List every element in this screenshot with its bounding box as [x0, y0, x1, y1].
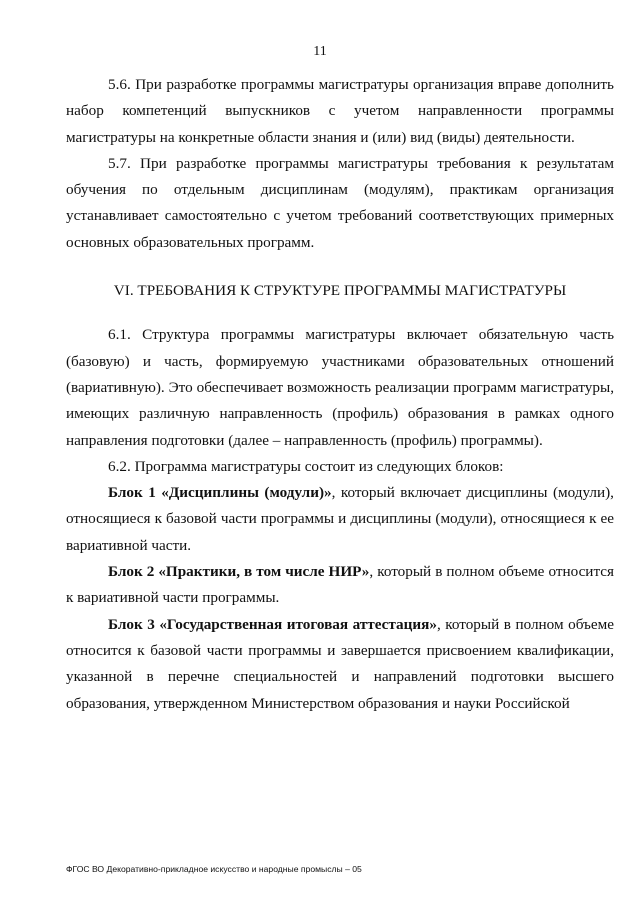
section-heading: VI. ТРЕБОВАНИЯ К СТРУКТУРЕ ПРОГРАММЫ МАГИСТРАТУРЫ: [113, 282, 567, 300]
block-3-title: Блок 3 «Государственная итоговая аттестация»: [108, 615, 437, 633]
page-number: 11: [313, 44, 327, 59]
block-2-paragraph: [66, 559, 614, 612]
block-1-paragraph: [66, 480, 614, 559]
paragraph-6-1: 6.1. Структура программы магистратуры включает обязательную часть (базовую) и часть, формируемую участниками образовательных отношений (вариативную). Это обеспечивает возможность реализации программ магистратуры, имеющих различную направленность (профиль) образования в рамках одного направления подготовки (далее – направленность (профиль) программы).: [66, 326, 614, 449]
block-2-title: Блок 2 «Практики, в том числе НИР»: [108, 563, 370, 581]
block-2-text: , который в полном объеме относится к вариативной части программы.: [66, 563, 614, 607]
paragraph-5-7: 5.7. При разработке программы магистратуры требования к результатам обучения по отдельным дисциплинам (модулям), практикам организация устанавливает самостоятельно с учетом требований соответствующих примерных основных образовательных программ.: [66, 154, 614, 251]
block-3-paragraph: [66, 612, 614, 717]
paragraph-5-6: 5.6. При разработке программы магистратуры организация вправе дополнить набор компетенций выпускников с учетом направленности программы магистратуры на конкретные области знания и (или) вид (виды) деятельности.: [66, 76, 614, 146]
block-3-text: , который в полном объеме относится к базовой части программы и завершается присвоением квалификации, указанной в перечне специальностей и направлений подготовки высшего образования, утвержденном Министерством образования и науки Российской: [66, 615, 614, 712]
block-1-text: , который включает дисциплины (модули), относящиеся к базовой части программы и дисциплины (модули), относящиеся к ее вариативной части.: [66, 484, 614, 554]
paragraph-6-2: 6.2. Программа магистратуры состоит из следующих блоков:: [108, 457, 504, 475]
block-1-title: Блок 1 «Дисциплины (модули)»: [108, 484, 332, 502]
document-body: [66, 72, 614, 717]
document-footer: ФГОС ВО Декоративно-прикладное искусство и народные промыслы – 05: [66, 864, 362, 874]
